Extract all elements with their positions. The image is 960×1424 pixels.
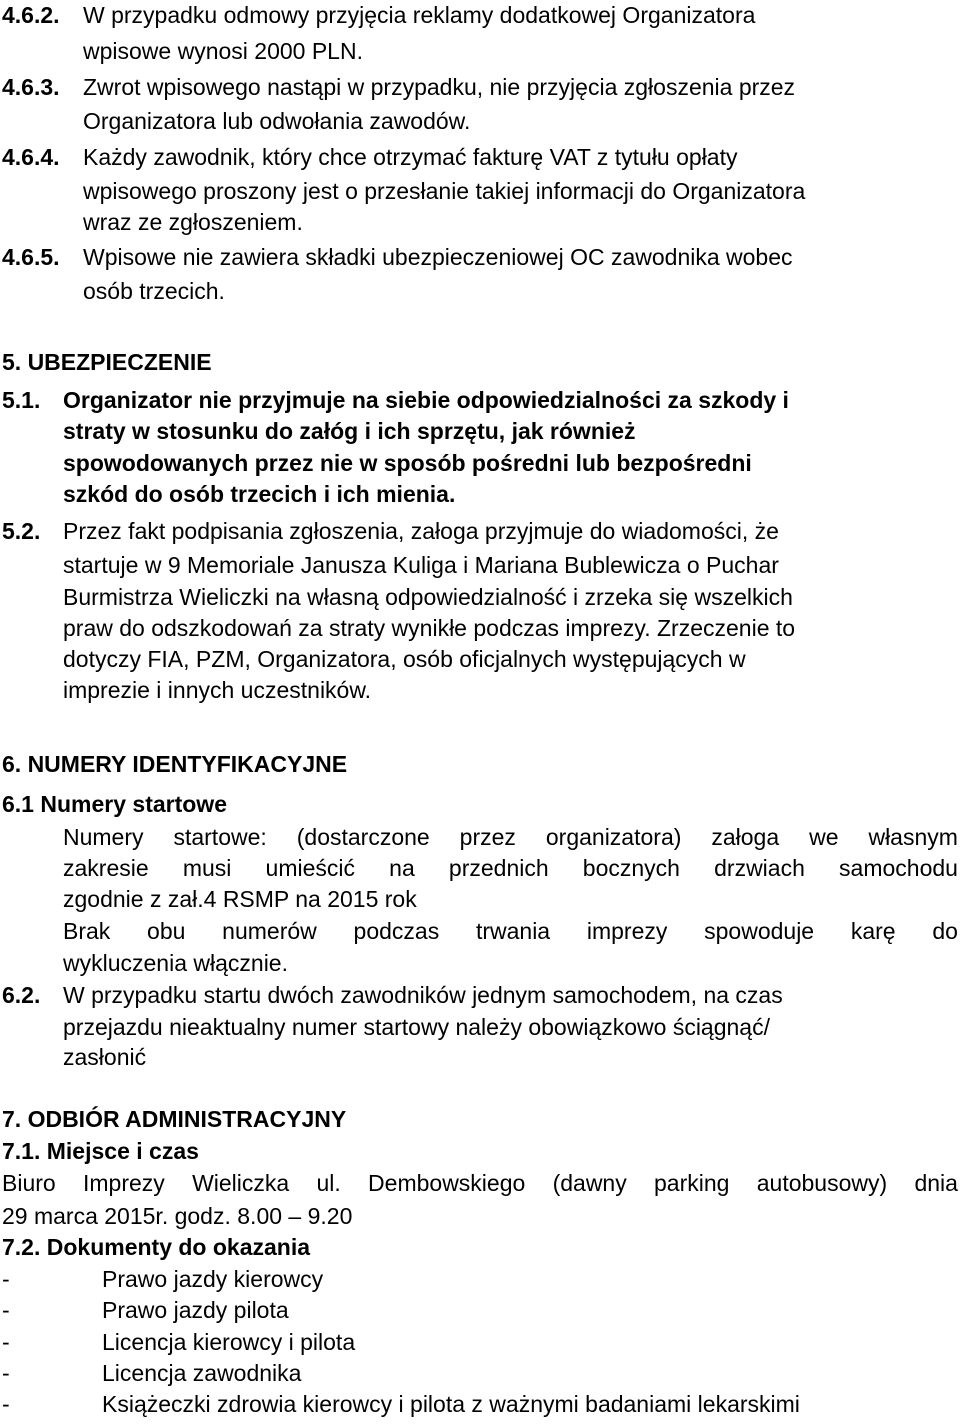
word: (dostarczone <box>296 824 430 850</box>
word: spowoduje <box>704 918 815 944</box>
subsection-heading: 7.2. Dokumenty do okazania <box>2 1234 311 1260</box>
list-bullet: - <box>2 1266 10 1292</box>
section-number: 5.2. <box>2 518 41 544</box>
section-number: 4.6.2. <box>2 2 60 28</box>
word: startowe: <box>173 824 267 850</box>
section-number: 4.6.5. <box>2 244 60 270</box>
section-heading: 5. UBEZPIECZENIE <box>2 349 212 375</box>
word: Brak <box>63 918 111 944</box>
word: Dembowskiego <box>368 1170 526 1196</box>
word: przez <box>459 824 516 850</box>
paragraph-line: przejazdu nieaktualny numer startowy należy obowiązkowo ściągnąć/ <box>63 1014 770 1040</box>
word: karę <box>850 918 896 944</box>
paragraph-line: osób trzecich. <box>83 278 225 304</box>
word: obu <box>147 918 186 944</box>
paragraph-line: wraz ze zgłoszeniem. <box>83 209 303 235</box>
paragraph-line: Burmistrza Wieliczki na własną odpowiedzialność i zrzeka się wszelkich <box>63 584 793 610</box>
list-bullet: - <box>2 1329 10 1355</box>
word: dnia <box>914 1170 958 1196</box>
paragraph-line: 29 marca 2015r. godz. 8.00 – 9.20 <box>2 1203 353 1229</box>
paragraph-line: wpisowe wynosi 2000 PLN. <box>83 38 363 64</box>
paragraph-line: spowodowanych przez nie w sposób pośredni lub bezpośredni <box>63 450 752 476</box>
paragraph-line: W przypadku odmowy przyjęcia reklamy dodatkowej Organizatora <box>83 2 756 28</box>
word: we <box>809 824 839 850</box>
paragraph-line: praw do odszkodowań za straty wynikłe podczas imprezy. Zrzeczenie to <box>63 615 796 641</box>
word: Wieliczka <box>192 1170 290 1196</box>
word: własnym <box>868 824 958 850</box>
word: załoga <box>711 824 780 850</box>
paragraph-line: imprezie i innych uczestników. <box>63 677 372 703</box>
word: trwania <box>475 918 551 944</box>
list-item: Prawo jazdy kierowcy <box>102 1266 324 1292</box>
list-item: Książeczki zdrowia kierowcy i pilota z ważnymi badaniami lekarskimi <box>102 1391 800 1417</box>
paragraph-line: straty w stosunku do załóg i ich sprzętu, jak również <box>63 418 636 444</box>
section-heading: 7. ODBIÓR ADMINISTRACYJNY <box>2 1106 347 1132</box>
word: Numery <box>63 824 144 850</box>
list-item: Prawo jazdy pilota <box>102 1297 289 1323</box>
word: autobusowy) <box>756 1170 888 1196</box>
word: do <box>932 918 958 944</box>
word: Biuro <box>2 1170 56 1196</box>
paragraph-line <box>2 1172 958 1195</box>
word: organizatora) <box>545 824 682 850</box>
word: umieścić <box>265 855 355 881</box>
word: parking <box>654 1170 730 1196</box>
section-number: 6.2. <box>2 982 41 1008</box>
word: (dawny <box>552 1170 627 1196</box>
section-heading: 6. NUMERY IDENTYFIKACYJNE <box>2 751 348 777</box>
word: numerów <box>222 918 317 944</box>
paragraph-line: wykluczenia włącznie. <box>63 950 288 976</box>
paragraph-line: Wpisowe nie zawiera składki ubezpieczeniowej OC zawodnika wobec <box>83 244 793 270</box>
paragraph-line: zasłonić <box>63 1044 147 1070</box>
paragraph-line: wpisowego proszony jest o przesłanie takiej informacji do Organizatora <box>83 178 806 204</box>
word: na <box>389 855 415 881</box>
word: samochodu <box>839 855 958 881</box>
list-item: Licencja kierowcy i pilota <box>102 1329 356 1355</box>
word: podczas <box>353 918 440 944</box>
word: zakresie <box>63 855 149 881</box>
section-number: 4.6.4. <box>2 144 60 170</box>
subsection-heading: 6.1 Numery startowe <box>2 791 227 817</box>
word: Imprezy <box>82 1170 165 1196</box>
paragraph-line <box>63 857 958 880</box>
paragraph-line: zgodnie z zał.4 RSMP na 2015 rok <box>63 886 417 912</box>
paragraph-line: Każdy zawodnik, który chce otrzymać fakturę VAT z tytułu opłaty <box>83 144 738 170</box>
paragraph-line <box>63 920 958 943</box>
paragraph-line: szkód do osób trzecich i ich mienia. <box>63 481 456 507</box>
paragraph-line: Organizator nie przyjmuje na siebie odpowiedzialności za szkody i <box>63 387 789 413</box>
paragraph-line: dotyczy FIA, PZM, Organizatora, osób oficjalnych występujących w <box>63 646 746 672</box>
list-bullet: - <box>2 1391 10 1417</box>
word: musi <box>182 855 232 881</box>
word: drzwiach <box>714 855 805 881</box>
list-bullet: - <box>2 1297 10 1323</box>
subsection-heading: 7.1. Miejsce i czas <box>2 1138 199 1164</box>
section-number: 4.6.3. <box>2 74 60 100</box>
paragraph-line: Zwrot wpisowego nastąpi w przypadku, nie przyjęcia zgłoszenia przez <box>83 74 796 100</box>
word: imprezy <box>586 918 668 944</box>
paragraph-line: Przez fakt podpisania zgłoszenia, załoga przyjmuje do wiadomości, że <box>63 518 779 544</box>
paragraph-line <box>63 826 958 849</box>
list-item: Licencja zawodnika <box>102 1360 302 1386</box>
list-bullet: - <box>2 1360 10 1386</box>
paragraph-line: W przypadku startu dwóch zawodników jednym samochodem, na czas <box>63 982 783 1008</box>
word: przednich <box>448 855 549 881</box>
word: bocznych <box>582 855 680 881</box>
paragraph-line: startuje w 9 Memoriale Janusza Kuliga i Mariana Bublewicza o Puchar <box>63 552 779 578</box>
paragraph-line: Organizatora lub odwołania zawodów. <box>83 108 471 134</box>
word: ul. <box>316 1170 341 1196</box>
section-number: 5.1. <box>2 387 41 413</box>
